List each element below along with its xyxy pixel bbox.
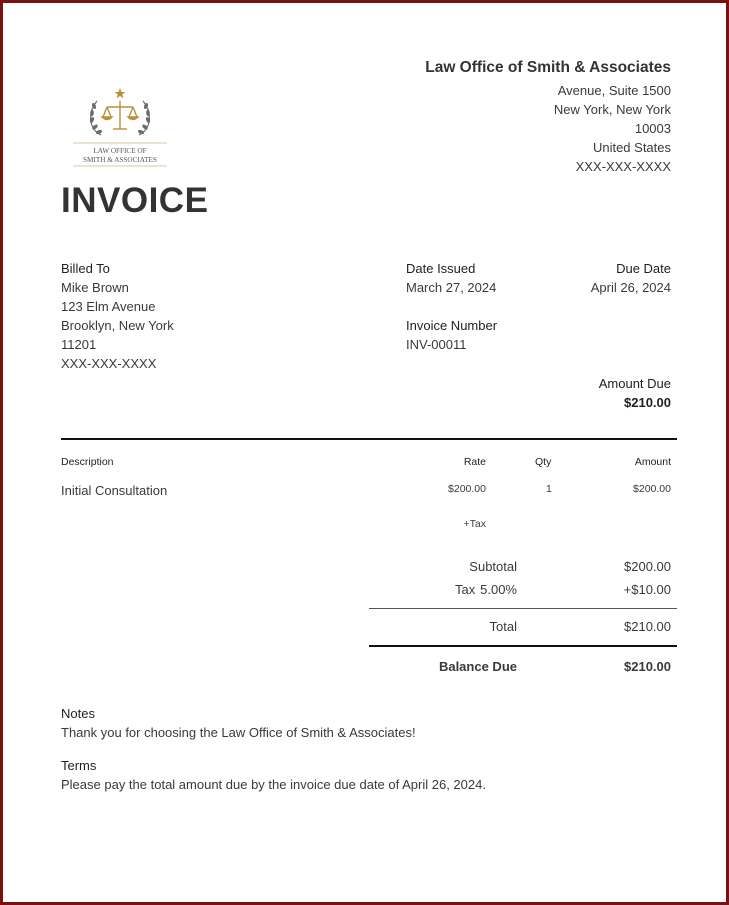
law-office-logo: [65, 85, 175, 175]
billed-to-name: Mike Brown: [61, 280, 129, 295]
invoice-title: INVOICE: [61, 181, 209, 220]
balance-due-value: $210.00: [624, 659, 671, 674]
due-date-label: Due Date: [616, 261, 671, 276]
billed-to-street: 123 Elm Avenue: [61, 299, 156, 314]
company-zip: 10003: [634, 121, 671, 136]
col-header-amount: Amount: [634, 456, 671, 468]
logo-text-bottom: SMITH & ASSOCIATES: [83, 156, 157, 164]
invoice-number-value: INV-00011: [406, 337, 467, 352]
amount-due-label: Amount Due: [598, 376, 671, 391]
col-header-qty: Qty: [535, 456, 552, 468]
due-date-value: April 26, 2024: [590, 280, 671, 295]
total-label: Total: [489, 619, 517, 634]
scales-of-justice-icon: [102, 101, 138, 129]
terms-label: Terms: [61, 758, 97, 773]
terms-text: Please pay the total amount due by the invoice due date of April 26, 2024.: [61, 777, 486, 792]
date-issued-label: Date Issued: [406, 261, 476, 276]
billed-to-zip: 11201: [61, 337, 97, 352]
subtotal-value: $200.00: [624, 559, 671, 574]
billed-to-phone: XXX-XXX-XXXX: [61, 356, 157, 371]
notes-text: Thank you for choosing the Law Office of Smith & Associates!: [61, 725, 416, 740]
invoice-number-label: Invoice Number: [406, 318, 498, 333]
col-header-rate: Rate: [463, 456, 486, 468]
subtotal-label: Subtotal: [469, 559, 517, 574]
col-header-description: Description: [61, 456, 114, 468]
company-country: United States: [592, 140, 671, 155]
company-address-line: Avenue, Suite 1500: [557, 83, 671, 98]
billed-to-city: Brooklyn, New York: [61, 318, 174, 333]
item-rate: $200.00: [448, 483, 486, 495]
company-city-line: New York, New York: [553, 102, 671, 117]
tax-value: +$10.00: [623, 582, 671, 597]
date-issued-value: March 27, 2024: [406, 280, 497, 295]
summary-divider: [369, 608, 677, 609]
billed-to-label: Billed To: [61, 261, 110, 276]
logo-text-top: LAW OFFICE OF: [93, 147, 147, 155]
table-top-divider: [61, 438, 677, 440]
total-value: $210.00: [624, 619, 671, 634]
notes-label: Notes: [61, 706, 95, 721]
tax-label: Tax: [455, 582, 476, 597]
amount-due-value: $210.00: [624, 395, 671, 410]
item-qty: 1: [546, 483, 552, 495]
item-amount: $200.00: [633, 483, 671, 495]
balance-due-label: Balance Due: [438, 659, 517, 674]
item-tax-note: +Tax: [463, 518, 486, 530]
company-phone: XXX-XXX-XXXX: [575, 159, 671, 174]
tax-rate: 5.00%: [480, 582, 517, 597]
item-description: Initial Consultation: [61, 483, 168, 498]
star-icon: [115, 88, 126, 98]
balance-divider: [369, 645, 677, 647]
company-name: Law Office of Smith & Associates: [425, 59, 671, 76]
